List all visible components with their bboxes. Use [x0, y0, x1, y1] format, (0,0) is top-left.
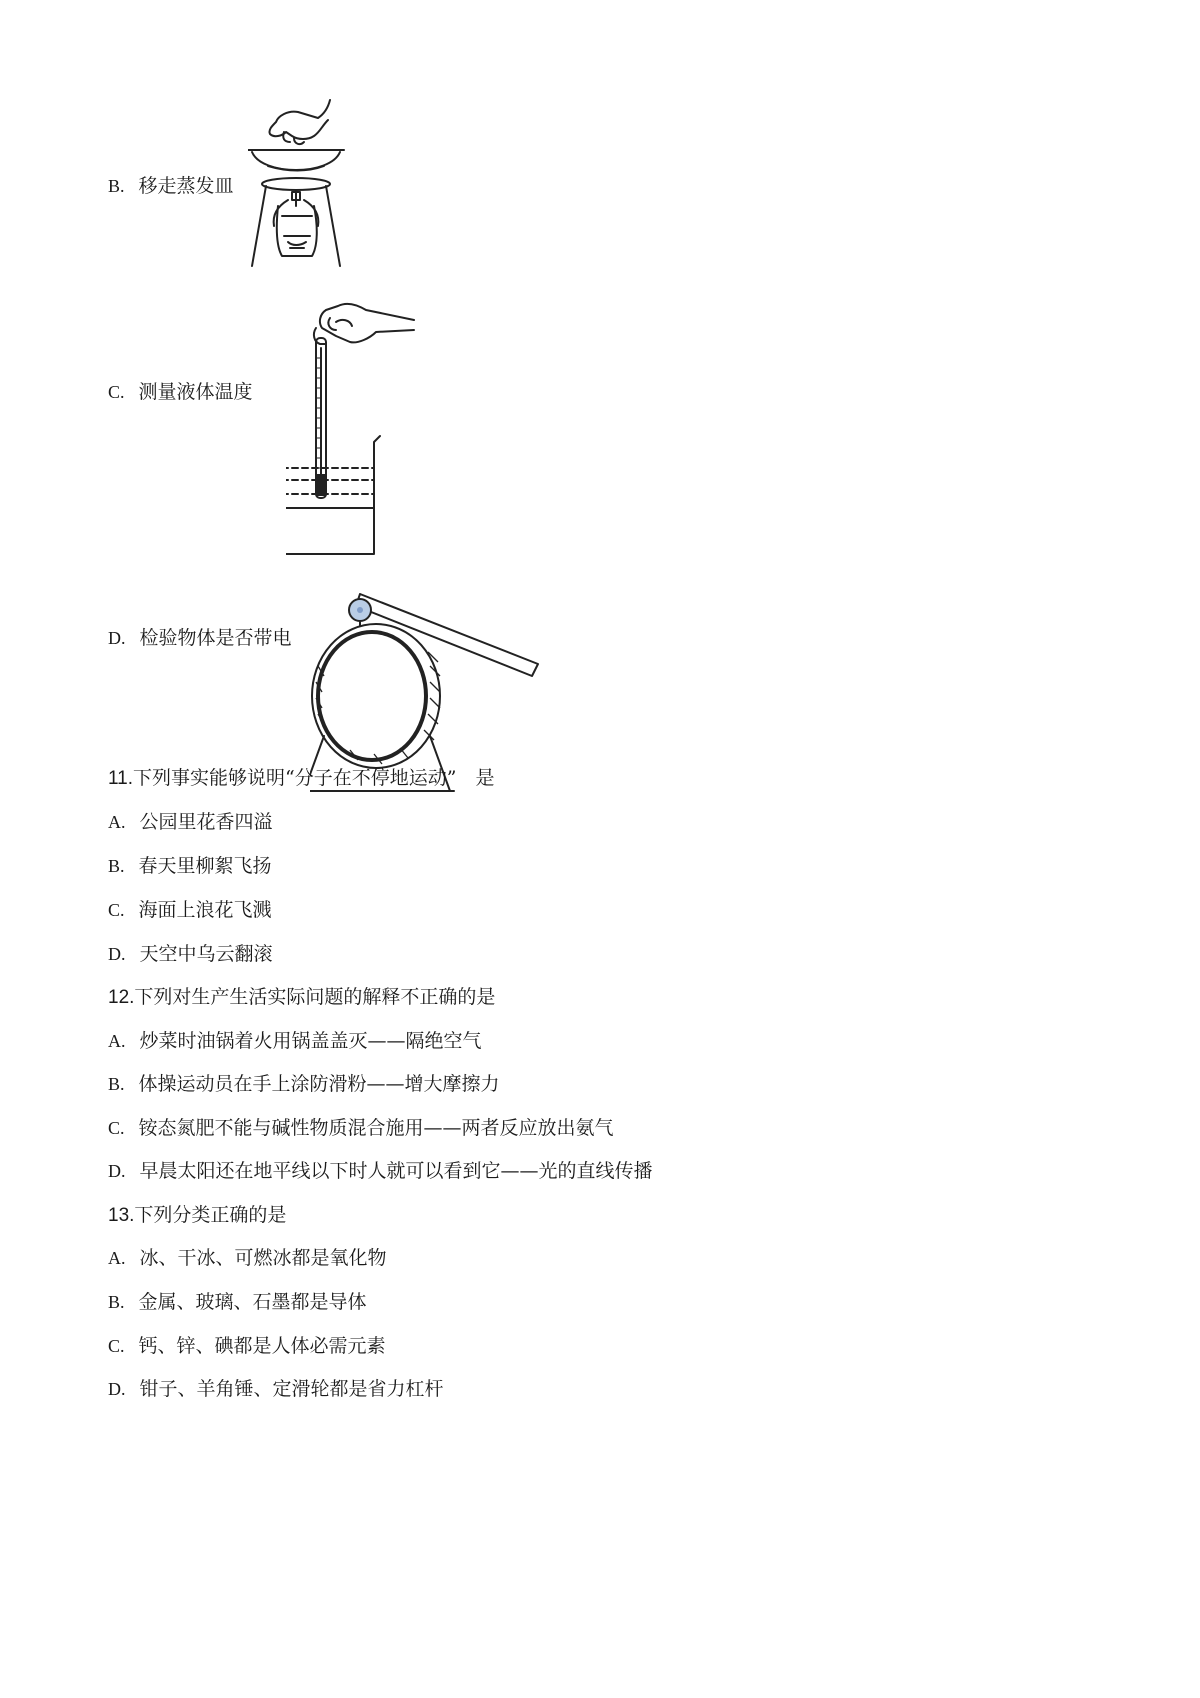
question-stem: 下列分类正确的是 — [134, 1204, 287, 1226]
q13-option-d[interactable] — [108, 1377, 444, 1401]
option-letter: B. — [108, 1292, 125, 1312]
option-text: 春天里柳絮飞扬 — [138, 855, 272, 877]
option-letter: C. — [108, 900, 125, 920]
option-letter: D. — [108, 1161, 126, 1181]
q13-option-b[interactable] — [108, 1290, 367, 1314]
option-text: 体操运动员在手上涂防滑粉——增大摩擦力 — [138, 1073, 500, 1095]
q12-stem — [108, 985, 495, 1010]
option-text: 检验物体是否带电 — [139, 627, 292, 649]
option-text: 移走蒸发皿 — [138, 175, 234, 197]
option-letter: A. — [108, 1248, 126, 1268]
option-text: 海面上浪花飞溅 — [138, 899, 272, 921]
option-letter: C. — [108, 1118, 125, 1138]
option-letter: D. — [108, 944, 126, 964]
question-stem: 下列事实能够说明“分子在不停地运动” 是 — [133, 767, 495, 789]
option-text: 钳子、羊角锤、定滑轮都是省力杠杆 — [139, 1378, 444, 1400]
option-letter: B. — [108, 176, 125, 196]
question-number: 12. — [108, 987, 135, 1008]
q13-option-c[interactable] — [108, 1334, 386, 1358]
q11-option-c[interactable] — [108, 898, 272, 922]
option-letter: B. — [108, 1074, 125, 1094]
q12-option-d[interactable] — [108, 1159, 653, 1183]
q12-option-b[interactable] — [108, 1072, 500, 1096]
question-number: 13. — [108, 1205, 135, 1226]
q11-option-d[interactable] — [108, 942, 273, 966]
option-text: 测量液体温度 — [138, 381, 253, 403]
option-letter: C. — [108, 382, 125, 402]
q10-option-d[interactable] — [108, 626, 292, 650]
option-text: 钙、锌、碘都是人体必需元素 — [138, 1335, 386, 1357]
q13-option-a[interactable] — [108, 1246, 387, 1270]
option-text: 公园里花香四溢 — [139, 811, 273, 833]
option-letter: A. — [108, 1031, 126, 1051]
q12-option-a[interactable] — [108, 1029, 482, 1053]
option-text: 金属、玻璃、石墨都是导体 — [138, 1291, 367, 1313]
option-text: 炒菜时油锅着火用锅盖盖灭——隔绝空气 — [139, 1030, 482, 1052]
option-letter: D. — [108, 1379, 126, 1399]
q11-option-a[interactable] — [108, 810, 273, 834]
q12-option-c[interactable] — [108, 1116, 614, 1140]
option-letter: D. — [108, 628, 126, 648]
question-number: 11. — [108, 768, 134, 789]
option-text: 早晨太阳还在地平线以下时人就可以看到它——光的直线传播 — [139, 1160, 653, 1182]
q11-option-b[interactable] — [108, 854, 272, 878]
evaporating-dish-icon — [248, 96, 348, 280]
q13-stem — [108, 1203, 286, 1228]
q10-option-b[interactable] — [108, 174, 234, 198]
option-letter: B. — [108, 856, 125, 876]
option-text: 冰、干冰、可燃冰都是氧化物 — [139, 1247, 387, 1269]
option-letter: A. — [108, 812, 126, 832]
option-text: 天空中乌云翻滚 — [139, 943, 273, 965]
option-text: 铵态氮肥不能与碱性物质混合施用——两者反应放出氨气 — [138, 1117, 614, 1139]
q11-stem — [108, 766, 494, 791]
thermometer-icon — [286, 298, 416, 562]
question-stem: 下列对生产生活实际问题的解释不正确的是 — [134, 986, 496, 1008]
q10-option-c[interactable] — [108, 380, 253, 404]
option-letter: C. — [108, 1336, 125, 1356]
